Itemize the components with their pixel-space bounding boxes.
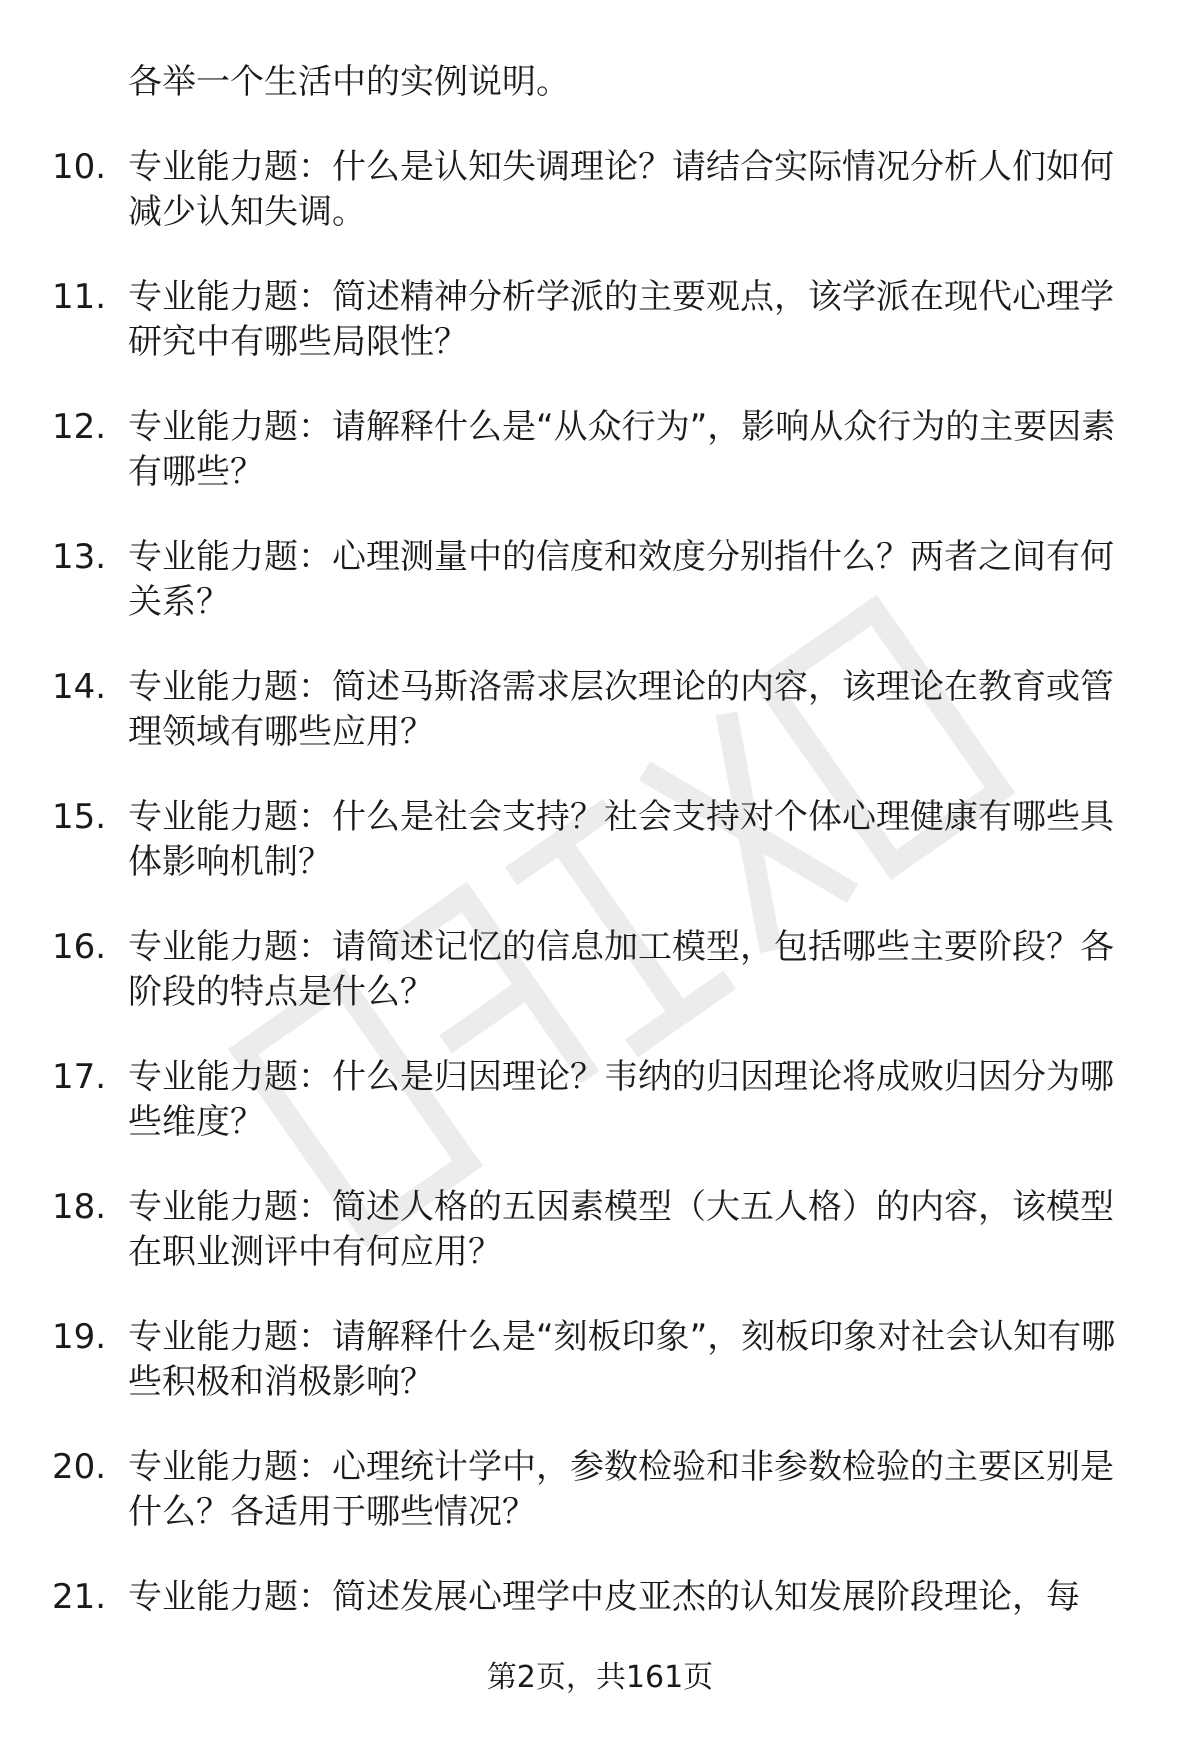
question-number: 17. [52, 1057, 107, 1097]
question-text: 专业能力题：请解释什么是“刻板印象”，刻板印象对社会认知有哪些积极和消极影响？ [128, 1317, 1116, 1402]
continuation-text: 各举一个生活中的实例说明。 [128, 62, 570, 102]
question-item [0, 145, 1200, 235]
question-item [0, 1315, 1200, 1405]
question-text: 专业能力题：简述精神分析学派的主要观点，该学派在现代心理学研究中有哪些局限性？ [128, 277, 1114, 362]
question-number: 21. [52, 1577, 107, 1617]
question-item [0, 535, 1200, 625]
page-footer: 第2页，共161页 [486, 1660, 714, 1695]
question-text: 专业能力题：简述发展心理学中皮亚杰的认知发展阶段理论，每 [128, 1577, 1080, 1617]
question-item [0, 1575, 1200, 1620]
question-item [0, 275, 1200, 365]
question-text: 专业能力题：心理测量中的信度和效度分别指什么？两者之间有何关系？ [128, 537, 1114, 622]
question-text: 专业能力题：什么是归因理论？韦纳的归因理论将成败归因分为哪些维度？ [128, 1057, 1114, 1142]
question-item [0, 665, 1200, 755]
question-item [0, 1445, 1200, 1535]
question-text: 专业能力题：简述人格的五因素模型（大五人格）的内容，该模型在职业测评中有何应用？ [128, 1187, 1114, 1272]
question-number: 11. [52, 277, 107, 317]
question-text: 专业能力题：什么是认知失调理论？请结合实际情况分析人们如何减少认知失调。 [128, 147, 1114, 232]
question-item [0, 1055, 1200, 1145]
question-item [0, 795, 1200, 885]
question-item [0, 925, 1200, 1015]
question-number: 19. [52, 1317, 107, 1357]
question-text: 专业能力题：什么是社会支持？社会支持对个体心理健康有哪些具体影响机制？ [128, 797, 1114, 882]
question-number: 10. [52, 147, 107, 187]
question-text: 专业能力题：请解释什么是“从众行为”，影响从众行为的主要因素有哪些？ [128, 407, 1116, 492]
question-text: 专业能力题：心理统计学中，参数检验和非参数检验的主要区别是什么？各适用于哪些情况？ [128, 1447, 1114, 1532]
question-number: 18. [52, 1187, 107, 1227]
question-number: 14. [52, 667, 107, 707]
question-text: 专业能力题：简述马斯洛需求层次理论的内容，该理论在教育或管理领域有哪些应用？ [128, 667, 1114, 752]
question-number: 15. [52, 797, 107, 837]
question-list [0, 60, 1200, 1660]
question-item [0, 1185, 1200, 1275]
question-item [0, 405, 1200, 495]
question-text: 专业能力题：请简述记忆的信息加工模型，包括哪些主要阶段？各阶段的特点是什么？ [128, 927, 1114, 1012]
question-number: 12. [52, 407, 107, 447]
question-number: 20. [52, 1447, 107, 1487]
question-number: 16. [52, 927, 107, 967]
question-number: 13. [52, 537, 107, 577]
